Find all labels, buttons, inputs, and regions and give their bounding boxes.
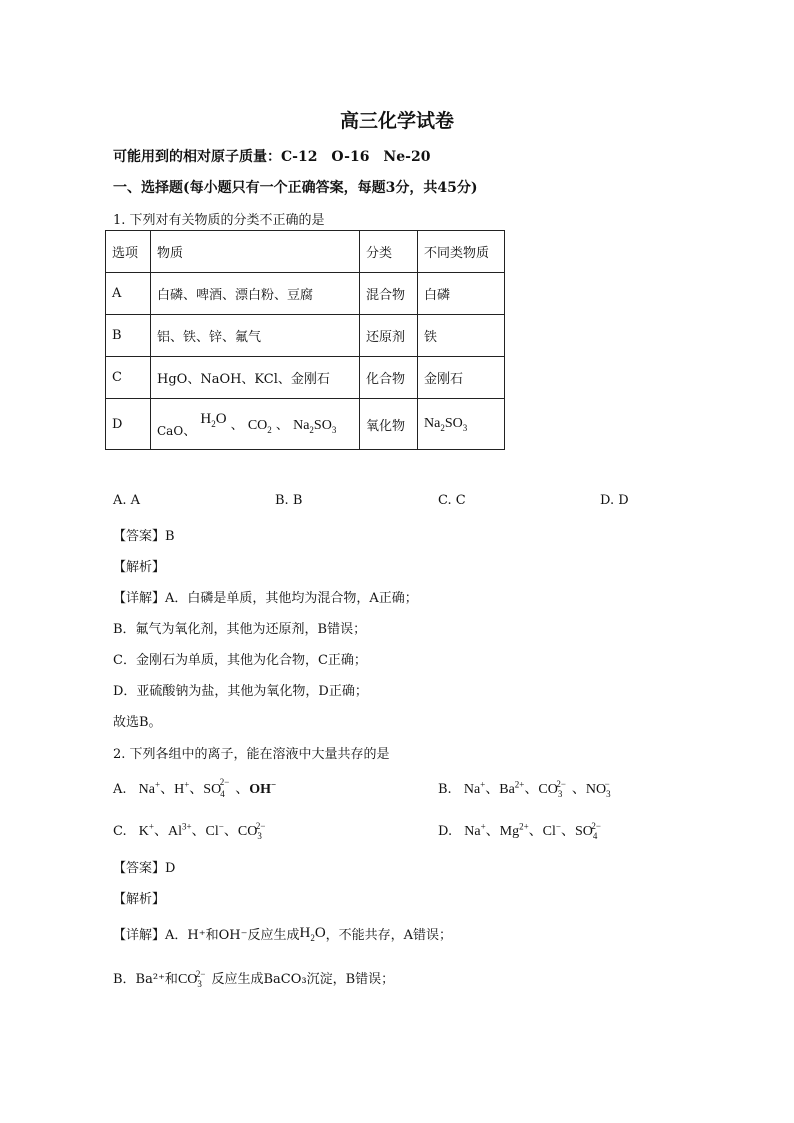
- table-cell-substances: HgO、NaOH、KCl、金刚石: [151, 357, 360, 399]
- formula-part: 3: [462, 422, 468, 433]
- q1-detail-line: C．金刚石为单质，其他为化合物，C正确；: [113, 653, 367, 668]
- choice-a: A. A: [113, 493, 141, 508]
- formula-na2so3: [424, 416, 467, 431]
- q2-choice-b: [438, 778, 616, 799]
- answer-value: B: [165, 529, 175, 544]
- table-cell-option: A: [106, 273, 151, 315]
- q1-detail-line: D．亚硫酸钠为盐，其他为氧化物，D正确；: [113, 684, 368, 699]
- classification-table: [105, 230, 505, 450]
- q1-stem: 1. 下列对有关物质的分类不正确的是: [113, 213, 325, 228]
- q1-detail-line: 故选B。: [113, 715, 162, 730]
- separator: 、: [230, 417, 244, 433]
- table-row: [106, 399, 505, 450]
- table-header-row: [106, 231, 505, 273]
- formula-part: H: [299, 925, 311, 941]
- formula-part: 2: [309, 424, 314, 435]
- q2-choice-c: [113, 820, 271, 841]
- detail-label: 【详解】: [113, 591, 166, 606]
- table-row: [106, 315, 505, 357]
- q2-detail-line: [113, 924, 452, 945]
- ion-set: K+、$Al^{3+}$、Cl−、$CO_3^{2-}$: [138, 821, 266, 841]
- table-cell-substances: 铝、铁、锌、氟气: [151, 315, 360, 357]
- formula-co2: [248, 418, 272, 433]
- table-cell-substances: 白磷、啤酒、漂白粉、豆腐: [151, 273, 360, 315]
- table-cell-option: B: [106, 315, 151, 357]
- separator: 、: [183, 423, 197, 439]
- ion-set: Na+、$Ba^{2+}$、$CO_3^{2-}$ 、$NO_3^-$: [463, 779, 611, 799]
- answer-label: 【答案】: [113, 861, 166, 876]
- q1-answer: [113, 525, 175, 544]
- formula-part: CO: [247, 417, 268, 433]
- table-cell-odd: 白磷: [418, 273, 505, 315]
- formula-h2o: [200, 411, 226, 427]
- choice-b: B. B: [275, 493, 303, 508]
- ion-set: Na+、$Mg^{2+}$、Cl−、$SO_4^{2-}$: [464, 821, 601, 841]
- section-heading: 一、选择题(每小题只有一个正确答案，每题3分，共45分): [113, 180, 478, 196]
- formula-part: 2: [211, 418, 216, 429]
- formula-part: O: [215, 410, 227, 427]
- choice-letter: C.: [113, 824, 127, 839]
- separator: 、: [275, 417, 289, 433]
- table-cell-odd: 铁: [418, 315, 505, 357]
- q2-analysis-label: 【解析】: [113, 892, 166, 907]
- answer-label: 【答案】: [113, 529, 166, 544]
- formula-part: 2: [440, 422, 445, 433]
- q2-detail-line: [113, 968, 394, 989]
- ion-set: Na+、H+、$SO_4^{2-}$ 、OH−: [138, 777, 277, 799]
- formula-part: Na: [424, 415, 441, 431]
- detail-text: A．白磷是单质，其他均为混合物，A正确；: [165, 591, 418, 606]
- q2-choice-d: [438, 820, 607, 841]
- formula-part: SO: [313, 417, 332, 433]
- choice-letter: A.: [113, 782, 127, 797]
- formula-h2o: [299, 925, 325, 941]
- q1-detail-line: B．氟气为氧化剂，其他为还原剂，B错误；: [113, 622, 367, 637]
- answer-value: D: [165, 861, 176, 876]
- table-cell-option: D: [106, 399, 151, 450]
- table-row: [106, 357, 505, 399]
- q2-choice-a: [113, 778, 276, 799]
- choice-d: D. D: [600, 493, 629, 508]
- formula-part: 2: [267, 424, 272, 435]
- table-cell-category: 氧化物: [360, 399, 418, 450]
- formula-na2so3: [293, 418, 336, 433]
- choice-letter: B.: [438, 782, 452, 797]
- table-cell-category: 化合物: [360, 357, 418, 399]
- table-cell-odd: [418, 399, 505, 450]
- q2-answer: [113, 857, 175, 876]
- page-title: 高三化学试卷: [339, 110, 454, 132]
- choice-letter: D.: [438, 824, 453, 839]
- table-cell-substances: [151, 399, 360, 450]
- table-header-cell: 分类: [360, 231, 418, 273]
- formula-part: Na: [293, 417, 310, 433]
- table-header-cell: 不同类物质: [418, 231, 505, 273]
- detail-text: ，不能共存，A错误；: [325, 928, 453, 943]
- formula-part: O: [314, 925, 326, 941]
- formula-co3: $CO_3^{2-}$: [177, 969, 206, 989]
- q1-detail-line: [113, 587, 418, 606]
- table-row: [106, 273, 505, 315]
- formula-part: 2: [310, 933, 315, 943]
- q1-analysis-label: 【解析】: [113, 560, 166, 575]
- detail-text: A．H⁺和OH⁻反应生成: [165, 928, 300, 943]
- formula-part: SO: [444, 415, 463, 431]
- formula-cao: CaO: [157, 423, 184, 438]
- table-cell-odd: 金刚石: [418, 357, 505, 399]
- choice-c: C. C: [438, 493, 466, 508]
- formula-part: 3: [331, 424, 337, 435]
- table-header-cell: 选项: [106, 231, 151, 273]
- table-cell-option: C: [106, 357, 151, 399]
- detail-text: B．Ba²⁺和: [113, 972, 178, 987]
- detail-text: 反应生成BaCO₃沉淀，B错误；: [211, 972, 395, 987]
- formula-part: H: [200, 410, 212, 427]
- table-cell-category: 还原剂: [360, 315, 418, 357]
- table-cell-category: 混合物: [360, 273, 418, 315]
- detail-label: 【详解】: [113, 928, 166, 943]
- table-header-cell: 物质: [151, 231, 360, 273]
- atomic-mass-line: 可能用到的相对原子质量：C-12 O-16 Ne-20: [113, 149, 431, 165]
- q2-stem: 2. 下列各组中的离子，能在溶液中大量共存的是: [113, 747, 390, 762]
